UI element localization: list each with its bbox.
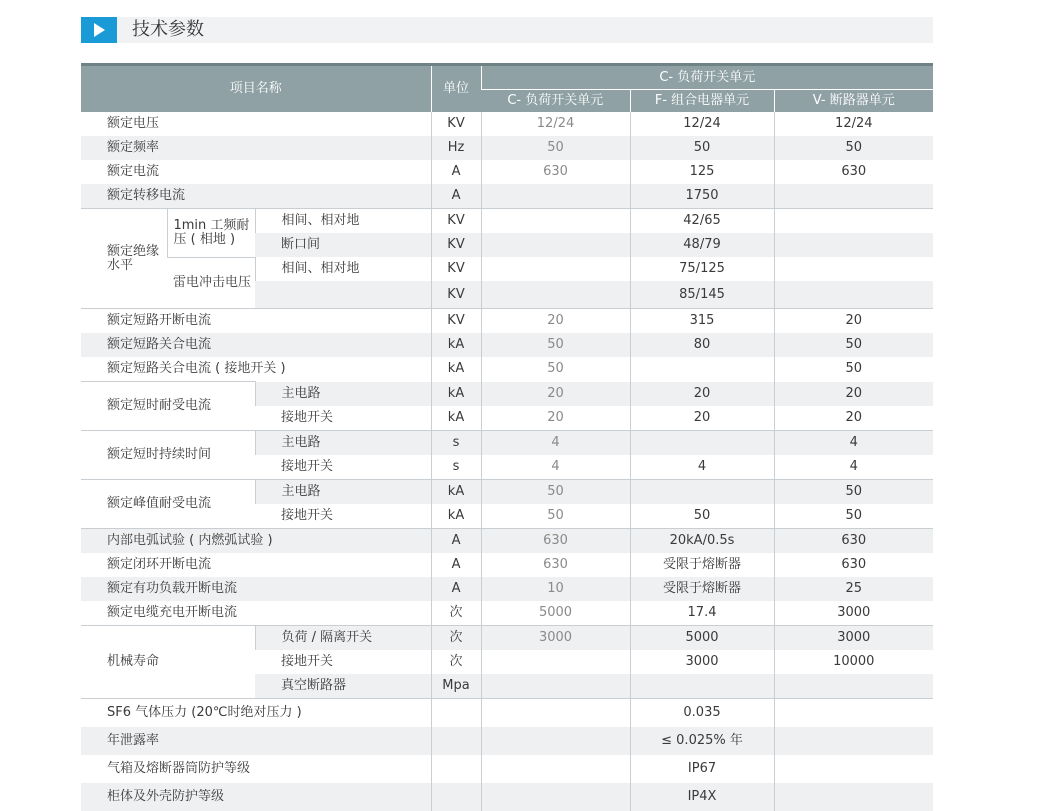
spec-table xyxy=(81,63,933,811)
table-row xyxy=(81,257,933,281)
cell-v: 3000 xyxy=(774,601,933,626)
row-sublabel: 接地开关 xyxy=(281,409,334,425)
section-title: 技术参数 xyxy=(132,19,204,40)
cell-f: 50 xyxy=(630,136,774,160)
table-row xyxy=(81,783,933,811)
cell-c: 20 xyxy=(481,406,630,431)
cell-c: 4 xyxy=(481,430,630,455)
row-unit: KV xyxy=(431,112,481,136)
cell-f: 0.035 xyxy=(630,698,774,727)
header-col-v: V- 断路器单元 xyxy=(774,90,933,113)
cell-v xyxy=(774,698,933,727)
cell-v xyxy=(774,674,933,699)
cell-f: 1750 xyxy=(630,184,774,209)
row-unit: A xyxy=(431,577,481,601)
cell-v xyxy=(774,783,933,811)
cell-v: 50 xyxy=(774,479,933,504)
cell-c xyxy=(481,755,630,783)
cell-v: 630 xyxy=(774,160,933,184)
cell-c xyxy=(481,674,630,699)
cell-f: 75/125 xyxy=(630,257,774,281)
row-sublabel: 相间、相对地 xyxy=(255,257,431,281)
cell-f: 315 xyxy=(630,309,774,334)
cell-v xyxy=(774,209,933,234)
cell-c: 3000 xyxy=(481,625,630,650)
row-label: 年泄露率 xyxy=(81,727,431,755)
row-unit: s xyxy=(431,455,481,480)
cell-f: 17.4 xyxy=(630,601,774,626)
table-row xyxy=(81,136,933,160)
row-unit: A xyxy=(431,553,481,577)
cell-f: IP67 xyxy=(630,755,774,783)
cell-v: 20 xyxy=(774,406,933,431)
row-label: 额定电压 xyxy=(107,116,160,131)
cell-f xyxy=(630,430,774,455)
row-unit: KV xyxy=(431,281,481,309)
row-label: 额定电流 xyxy=(107,164,160,179)
cell-c xyxy=(481,257,630,281)
header-item-name: 项目名称 xyxy=(81,65,431,113)
table-row xyxy=(81,209,933,234)
table-row xyxy=(81,382,933,406)
cell-v xyxy=(774,727,933,755)
cell-f: 3000 xyxy=(630,650,774,674)
cell-v: 50 xyxy=(774,136,933,160)
cell-v: 50 xyxy=(774,357,933,382)
cell-f: 125 xyxy=(630,160,774,184)
header-col-c: C- 负荷开关单元 xyxy=(481,90,630,113)
cell-v xyxy=(774,233,933,257)
table-row xyxy=(81,553,933,577)
table-row xyxy=(81,357,933,382)
cell-v xyxy=(774,257,933,281)
row-label: 气箱及熔断器筒防护等级 xyxy=(107,760,251,776)
row-sublabel: 接地开关 xyxy=(281,458,334,474)
row-sublabel xyxy=(255,281,431,309)
cell-c: 50 xyxy=(481,136,630,160)
cell-v: 20 xyxy=(774,309,933,334)
cell-f: 4 xyxy=(630,455,774,480)
cell-f: 20 xyxy=(630,382,774,406)
group-label: 额定峰值耐受电流 xyxy=(81,479,255,528)
cell-c xyxy=(481,233,630,257)
row-sublabel: 接地开关 xyxy=(281,507,334,523)
table-row xyxy=(81,309,933,334)
cell-f: ≤ 0.025% 年 xyxy=(630,727,774,755)
row-unit: A xyxy=(431,528,481,553)
row-unit: kA xyxy=(431,357,481,382)
row-label: 额定短路关合电流 xyxy=(81,333,431,357)
cell-v: 50 xyxy=(774,504,933,529)
cell-f: 48/79 xyxy=(630,233,774,257)
cell-c: 4 xyxy=(481,455,630,480)
cell-v: 12/24 xyxy=(774,112,933,136)
row-label: 额定频率 xyxy=(81,136,431,160)
cell-f xyxy=(630,479,774,504)
row-unit: KV xyxy=(431,309,481,334)
row-unit: A xyxy=(431,184,481,209)
table-row xyxy=(81,727,933,755)
row-unit xyxy=(431,755,481,783)
cell-f: 42/65 xyxy=(630,209,774,234)
row-sublabel: 主电路 xyxy=(255,479,431,504)
cell-v: 25 xyxy=(774,577,933,601)
table-row xyxy=(81,601,933,626)
row-unit: 次 xyxy=(431,650,481,674)
row-label: 额定短路开断电流 xyxy=(81,309,431,334)
row-label: 额定短路关合电流 ( 接地开关 ) xyxy=(107,361,286,376)
row-unit: Mpa xyxy=(431,674,481,699)
table-row xyxy=(81,528,933,553)
row-unit xyxy=(431,698,481,727)
cell-v: 10000 xyxy=(774,650,933,674)
row-unit xyxy=(431,727,481,755)
group-label: 机械寿命 xyxy=(81,625,255,698)
table-row xyxy=(81,333,933,357)
table-row xyxy=(81,479,933,504)
row-unit: KV xyxy=(431,209,481,234)
cell-f: 20 xyxy=(630,406,774,431)
cell-f: 受限于熔断器 xyxy=(630,553,774,577)
cell-c xyxy=(481,727,630,755)
cell-v xyxy=(774,281,933,309)
cell-v: 4 xyxy=(774,430,933,455)
cell-f: 20kA/0.5s xyxy=(630,528,774,553)
cell-c: 630 xyxy=(481,553,630,577)
row-sublabel: 真空断路器 xyxy=(255,674,431,699)
cell-v xyxy=(774,184,933,209)
cell-c xyxy=(481,281,630,309)
row-sublabel: 接地开关 xyxy=(281,653,334,669)
section-header xyxy=(81,17,933,43)
cell-c xyxy=(481,783,630,811)
cell-v: 630 xyxy=(774,553,933,577)
cell-v xyxy=(774,755,933,783)
row-label: SF6 气体压力 (20℃时绝对压力 ) xyxy=(81,698,431,727)
table-row xyxy=(81,755,933,783)
subgroup-label: 雷电冲击电压 xyxy=(167,257,255,309)
cell-v: 50 xyxy=(774,333,933,357)
row-label: 柜体及外壳防护等级 xyxy=(81,783,431,811)
cell-f: IP4X xyxy=(630,783,774,811)
cell-f xyxy=(630,357,774,382)
cell-c: 50 xyxy=(481,479,630,504)
cell-c: 50 xyxy=(481,333,630,357)
row-label: 额定电缆充电开断电流 xyxy=(107,604,238,620)
cell-f: 5000 xyxy=(630,625,774,650)
header-group: C- 负荷开关单元 xyxy=(481,65,933,90)
cell-c: 50 xyxy=(481,504,630,529)
row-sublabel: 断口间 xyxy=(255,233,431,257)
group-label: 额定短时持续时间 xyxy=(81,430,255,479)
row-unit: kA xyxy=(431,382,481,406)
row-unit: Hz xyxy=(431,136,481,160)
row-sublabel: 主电路 xyxy=(255,382,431,406)
cell-c xyxy=(481,209,630,234)
row-unit: kA xyxy=(431,333,481,357)
row-unit: KV xyxy=(431,233,481,257)
table-row xyxy=(81,577,933,601)
cell-f: 50 xyxy=(630,504,774,529)
cell-c: 20 xyxy=(481,382,630,406)
row-sublabel: 主电路 xyxy=(255,430,431,455)
row-unit: 次 xyxy=(431,601,481,626)
row-sublabel: 负荷 / 隔离开关 xyxy=(255,625,431,650)
section-marker xyxy=(81,17,117,43)
header-unit: 单位 xyxy=(431,65,481,113)
row-sublabel: 相间、相对地 xyxy=(255,209,431,234)
cell-c: 630 xyxy=(481,528,630,553)
row-label: 额定闭环开断电流 xyxy=(107,556,212,572)
group-label: 额定短时耐受电流 xyxy=(81,382,255,431)
row-unit: s xyxy=(431,430,481,455)
row-label: 额定有功负载开断电流 xyxy=(81,577,431,601)
play-triangle-icon xyxy=(94,23,105,37)
table-row xyxy=(81,698,933,727)
row-unit: A xyxy=(431,160,481,184)
row-unit: kA xyxy=(431,406,481,431)
cell-f xyxy=(630,674,774,699)
cell-c: 20 xyxy=(481,309,630,334)
cell-f: 12/24 xyxy=(630,112,774,136)
row-unit: 次 xyxy=(431,625,481,650)
cell-c: 5000 xyxy=(481,601,630,626)
cell-c: 50 xyxy=(481,357,630,382)
header-col-f: F- 组合电器单元 xyxy=(630,90,774,113)
cell-f: 85/145 xyxy=(630,281,774,309)
cell-c xyxy=(481,650,630,674)
subgroup-label: 1min 工频耐压 ( 相地 ) xyxy=(167,209,255,258)
row-unit: kA xyxy=(431,504,481,529)
table-row xyxy=(81,184,933,209)
cell-f: 受限于熔断器 xyxy=(630,577,774,601)
cell-c: 12/24 xyxy=(481,112,630,136)
cell-c xyxy=(481,184,630,209)
group-label: 额定绝缘水平 xyxy=(81,209,167,309)
table-row xyxy=(81,625,933,650)
row-label: 内部电弧试验 ( 内燃弧试验 ) xyxy=(81,528,431,553)
cell-f: 80 xyxy=(630,333,774,357)
table-row xyxy=(81,112,933,136)
cell-v: 630 xyxy=(774,528,933,553)
cell-v: 4 xyxy=(774,455,933,480)
cell-c: 630 xyxy=(481,160,630,184)
row-label: 额定转移电流 xyxy=(81,184,431,209)
cell-v: 3000 xyxy=(774,625,933,650)
cell-v: 20 xyxy=(774,382,933,406)
table-row xyxy=(81,430,933,455)
row-unit: KV xyxy=(431,257,481,281)
cell-c xyxy=(481,698,630,727)
cell-c: 10 xyxy=(481,577,630,601)
row-unit: kA xyxy=(431,479,481,504)
row-unit xyxy=(431,783,481,811)
table-row xyxy=(81,160,933,184)
